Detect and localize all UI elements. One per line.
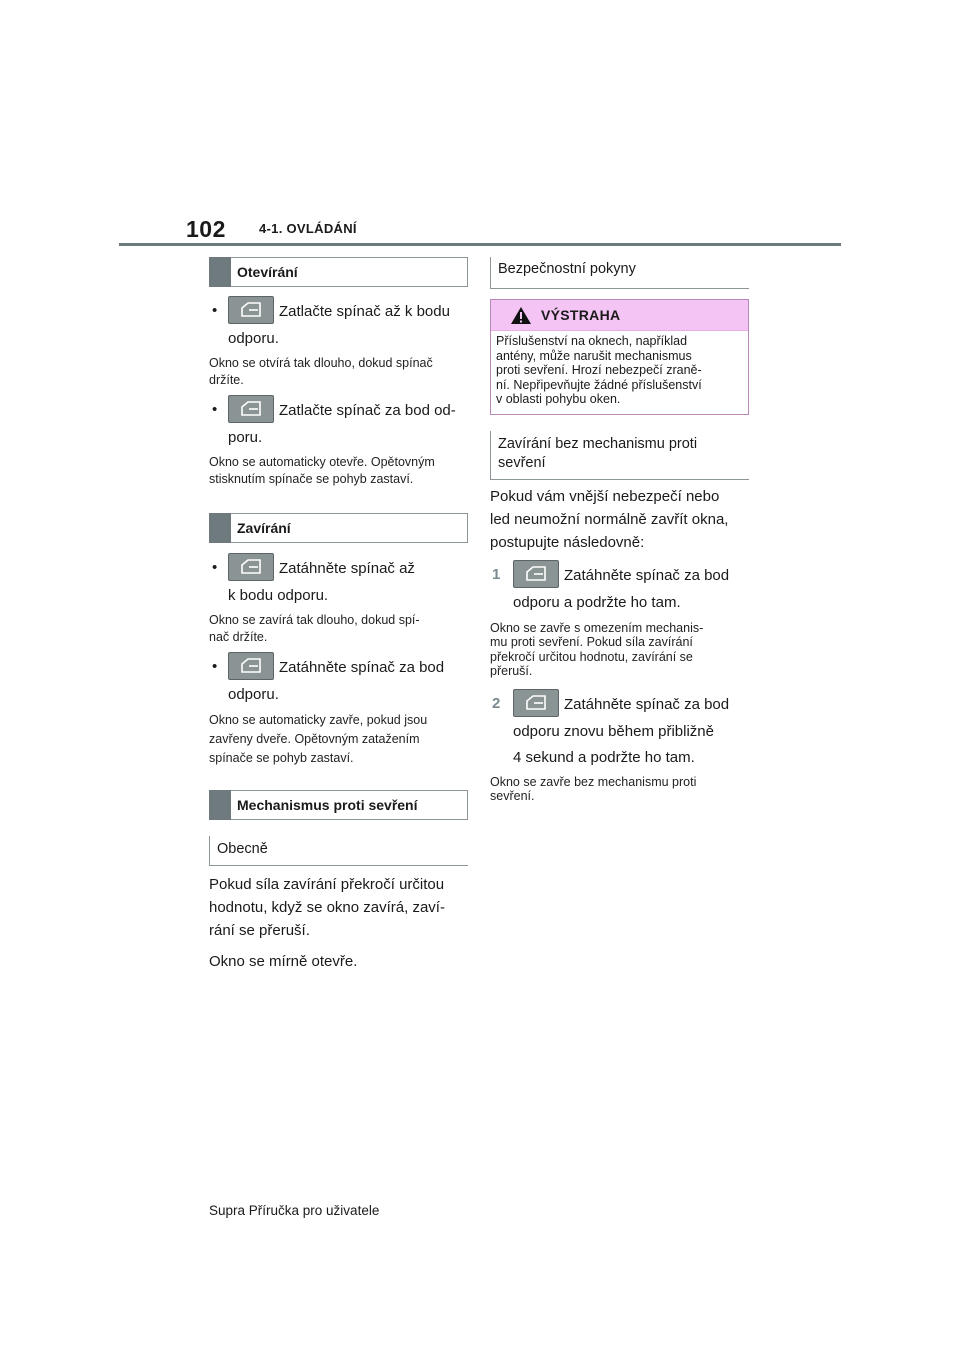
warning-label: VÝSTRAHA [541,307,621,323]
footer-text: Supra Příručka pro uživatele [209,1203,380,1218]
subsection-title: Zavírání bez mechanismu proti sevření [490,431,749,480]
window-switch-icon [513,560,559,588]
step-number: 2 [492,694,501,712]
list-item: • Zatlačte spínač až k bodu odporu. [209,298,468,352]
note: Okno se otvírá tak dlouho, dokud spínač držíte. [209,356,433,387]
step-number: 1 [492,565,501,583]
window-switch-icon [228,652,274,680]
window-switch-icon [228,296,274,324]
note: Okno se automaticky zavře, pokud jsou zavřeny dveře. Opětovným zatažením spínače se pohyb zastaví. [209,713,428,765]
warning-box [490,299,749,415]
step-item: 2 Zatáhněte spínač za bod odporu znovu během přibližně 4 sekund a podržte ho tam. [490,691,749,771]
chapter-title: 4-1. OVLÁDÁNÍ [259,221,357,236]
warning-triangle-icon [510,306,532,325]
subsection-title: Bezpečnostní pokyny [490,257,749,289]
window-switch-icon [513,689,559,717]
note: Okno se zavře s omezením mechanis- mu proti sevření. Pokud síla zavírání překročí určitou hodnotu, zavírání se přeruší. [490,620,704,678]
list-item: • Zatáhněte spínač za bod odporu. [209,654,468,708]
paragraph: Pokud síla zavírání překročí určitou hodnotu, když se okno zavírá, zaví- rání se přeruší. [209,876,445,939]
subsection-title: Obecně [209,836,468,866]
section-anti-pinch [209,790,468,820]
page-number: 102 [186,216,226,242]
note: Okno se automaticky otevře. Opětovným stisknutím spínače se pohyb zastaví. [209,455,435,486]
window-switch-icon [228,395,274,423]
section-title: Mechanismus proti sevření [237,797,418,813]
left-column [209,257,468,973]
note: Okno se zavírá tak dlouho, dokud spí- nač držíte. [209,613,420,644]
section-title: Otevírání [237,264,298,280]
list-item: • Zatáhněte spínač až k bodu odporu. [209,555,468,609]
note: Okno se zavře bez mechanismu proti sevření. [490,774,697,803]
section-title: Zavírání [237,520,291,536]
step-item: 1 Zatáhněte spínač za bod odporu a podržte ho tam. [490,562,749,616]
window-switch-icon [228,553,274,581]
right-column [490,257,749,804]
header-rule [119,243,841,246]
section-opening [209,257,468,287]
list-item: • Zatlačte spínač za bod od- poru. [209,397,468,451]
paragraph: Pokud vám vnější nebezpečí nebo led neumožní normálně zavřít okna, postupujte následovně: [490,487,729,551]
section-closing [209,513,468,543]
paragraph: Okno se mírně otevře. [209,953,358,970]
warning-text: Příslušenství na oknech, například antény, může narušit mechanismus proti sevření. Hrozí nebezpečí zraně- ní. Nepřipevňujte žádné příslušenství v oblasti pohybu oken. [496,334,702,406]
